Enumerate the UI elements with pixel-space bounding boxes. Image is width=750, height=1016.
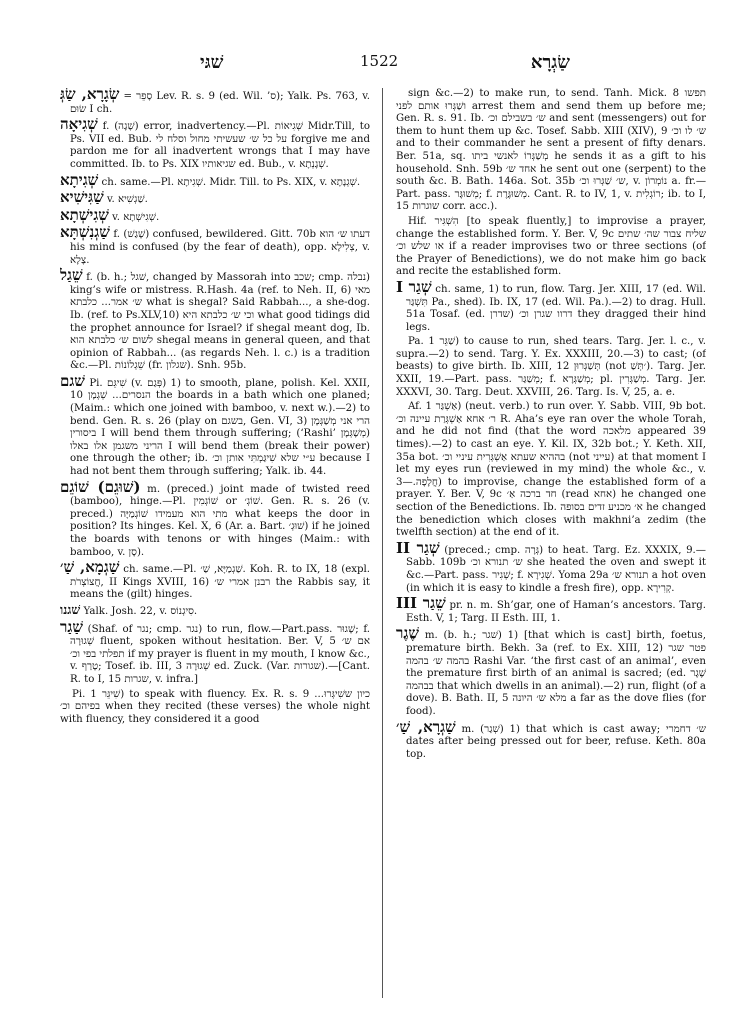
dictionary-entry: [60, 188, 370, 207]
right-column: [396, 88, 706, 998]
entry-text: Yalk. Josh. 22, v. סִיגְנוֹס.: [83, 605, 198, 617]
entry-text: ch. same.—Pl. שְׁגִיתָא. Midr. Till. to Ps. XIX, v. שְׁגְנָתָא.: [101, 176, 361, 188]
dictionary-entry: [60, 115, 370, 171]
dictionary-entry: [396, 717, 706, 762]
entry-text: ch. same.—Pl. שַׁגְמַיָּא, שַׁ׳. Koh. R. to IX, 18 (expl. חֲצוֹצְרֹת, II Kings XVIII, 16) רבנן אמרי ש׳ the Rabbis say, it means the (gilt) hinges.: [70, 564, 370, 601]
dictionary-entry: [60, 601, 370, 619]
dictionary-entry: [60, 371, 370, 479]
header-right-guideword: שַׂגְרָא: [530, 52, 570, 73]
dictionary-entry: [396, 216, 706, 279]
dictionary-entry: [396, 277, 706, 334]
dictionary-entry: [60, 558, 370, 602]
dictionary-entry: [60, 617, 370, 687]
dictionary-entry: [396, 401, 706, 540]
entry-text: ch. same, 1) to run, flow. Targ. Jer. XIII, 17 (ed. Wil. תִּשְׁגַּר Pa., shed). Ib. IX, 17 (ed. Wil. Pa.).—2) to drag. Hull. 51a Tosaf. (ed. שדרן) דרוו שגרן וכ׳ they dragged their hind legs.: [406, 283, 706, 333]
left-column: [60, 88, 370, 998]
entry-headword: שֵׁגַל: [60, 266, 83, 285]
entry-headword: שַׁגַר: [60, 617, 83, 636]
entry-headword: שַׁגְרָא, שַׁ׳: [396, 717, 456, 736]
entry-text: v. שַׁגְשִׁיא.: [106, 194, 148, 206]
entry-text: Pi. שִׁיגֵּר 1) to speak with fluency. Ex. R. s. 9 כיון ששִׁיגְּרוּ... בפיהם וכ׳ when they recited (these verses) the whole night with fluency, they considered it a good: [60, 688, 370, 725]
dictionary-entry: [60, 205, 370, 225]
page-number: 1522: [360, 52, 399, 70]
dictionary-entry: [60, 88, 370, 116]
dictionary-entry: [396, 538, 706, 595]
entry-text: f. (שָׁגַשׁ) confused, bewildered. Gitt. 70b דעתו ש׳ הוא his mind is confused (by the fear of death), opp. צְלִילָא, v. צָלָא.: [70, 229, 370, 266]
dictionary-entry: [60, 170, 370, 190]
header-left-guideword: שׁגּי: [200, 52, 224, 73]
entry-headword: שַׁגִּישִׁיא: [60, 188, 104, 207]
entry-headword: שְׁגִיאָה: [60, 115, 98, 134]
entry-headword: שְׂגָרָא, שַׂגְּ: [60, 88, 120, 103]
entry-text: Pa. שַׁגֵּר 1) to cause to run, shed tears. Targ. Jer. l. c., v. supra.—2) to send. Targ. Y. Ex. XXXIII, 20.—3) to cast; (of beasts) to give birth. Ib. XIII, 12 תְּשַׁגְּרוּן (not ׳תְּשַׁ). Targ. Jer. XXII, 19.—Part. pass. מְשַׁגַּר; f. מְשַׁגְּרָא; pl. מְשַׁגְּרִין. Targ. Jer. XXXVI, 30. Targ. Deut. XXVIII, 26. Targ. Is. V, 25, a. e.: [396, 336, 706, 398]
dictionary-entry: [60, 223, 370, 267]
dictionary-entry: [60, 689, 370, 727]
entry-text: pr. n. m. Sh’gar, one of Haman’s ancestors. Targ. Esth. V, 1; Targ. II Esth. III, 1.: [406, 600, 706, 624]
entry-headword: שְׁגִישְׁתָא: [60, 205, 109, 224]
entry-text: sign &c.—2) to make run, to send. Tanh. Mick. 8 תפשו ושַׁגְּרוּ אותם לפני arrest them and send them up before me; Gen. R. s. 91. Ib. ש׳ בשבילם וכ׳ and sent (messengers) out for them to hunt them up &c. Tosef. Sabb. XIII (XIV), 9 ש׳ לו וכ׳ and to their commander he sent a present of fifty denars. Ber. 51a, sq. מְשַׁגְּרוֹ לאנשי ביתו he sends it as a gift to his household. Snh. 59b אחד ש׳ he sent out one (serpent) to the south &c. B. Bath. 146a. Sot. 35b ש׳ שַׁגְּרוּ וכ׳, v. נוֹמְרוֹן a. fr.—Part. pass. מְשׁוּגָּר; f. מְשׁוּגֶּרֶת. Cant. R. to IV, 1, v. רוֹגְלִית; ib. to I, 15 שוגרות corr. acc.).: [396, 88, 706, 213]
entry-text: v. שְׁגִישְׁתָא.: [112, 211, 160, 223]
entry-text: (preced.; cmp. גְּרָה) to heat. Targ. Ez. XXXIX, 9.—Sabb. 109b ש׳ תנורא וכ׳ she heated the oven and swept it &c.—Part. pass. שְׁגִיר; f. שְׁגִירָא. Yoma 29a תנורא ש׳ a hot oven (in which it is easy to kindle a fresh fire), opp. קְרִירָא.: [406, 544, 706, 594]
dictionary-entry: [60, 477, 370, 560]
entry-text: m. (preced.) joint made of twisted reed (bamboo), hinge.—Pl. שׁוֹגְמִין or שׁוֹגְ׳. Gen. R. s. 26 (v. preced.) מתי הוא מעמידו שׁוֹגְמַיָּה what keeps the door in position? Its hinges. Kel. X, 6 (Ar. a. Bart. שׁוּגְ׳) if he joined the boards with tenons or with hinges (Maim.: with bamboo, v. סָן).: [70, 483, 370, 558]
entry-text: Pi. שִׁיגֵּם (v. פְּגַם) 1) to smooth, plane, polish. Kel. XXII, 10 הנסרים... שְׁגְמָן the boards in a bath which one planed; (Maim.: which one joined with bamboo, v. next w.).—2) to bend. Gen. R. s. 26 (play on בשגם, Gen. VI, 3) הרי אני מְשַׁגְּמָן ביסורין I will bend them through suffering; (‘Rashi’ מְשָׁגְּמָן) הריני משגמן אלו באלו I will bend them (break their power) one through the other; ib. ע״י שלא שִׁיגַּמְתִּי אותן וכ׳ because I had not bent them through suffering; Yalk. ib. 44.: [70, 377, 370, 478]
entry-headword: (שׁוּגֵם) שׁוֹגֵם: [60, 477, 141, 496]
entry-text: = סָפֵר Lev. R. s. 9 (ed. Wil. ’ס); Yalk. Ps. 763, v. שׂוּם I ch.: [70, 91, 370, 115]
entry-headword: שְׁגַר II: [396, 538, 440, 557]
entry-headword: שֵׁגַר III: [396, 594, 446, 613]
entry-text: Hif. הִשְׁגִּיר [to speak fluently,] to improvise a prayer, change the established form. Y. Ber. V, 9c שליח צבור שה׳ שתים או שלש וכ׳ if a reader improvises two or three sections (of the Prayer of Benedictions), we do not make him go back and recite the established form.: [396, 215, 706, 278]
dictionary-entry: [60, 266, 370, 373]
entry-text: (Shaf. of נגר; cmp. נגר) to run, flow.—Part.pass. שָׁגוּר; f. שְׁגוּרָה fluent, spoken without hesitation. Ber. V, 5 אם ש׳ תפלתי בפי וכ׳ if my prayer is fluent in my mouth, I know &c., v. טָרַף; Tosef. ib. III, 3 שְׁגוּרָה ed. Zuck. (Var. שגורות).—[Cant. R. to I, 15 שגרות, v. infra.]: [70, 623, 370, 685]
entry-headword: שַׁגְמָא, שַׁ׳: [60, 558, 120, 577]
dictionary-entry: [396, 88, 706, 214]
page-header: [60, 52, 690, 76]
entry-text: m. (שְׁגַר) 1) that which is cast away; ש׳ דחמרי dates after being pressed out for beer, refuse. Keth. 80a top.: [406, 723, 706, 760]
dictionary-entry: [396, 624, 706, 718]
dictionary-entry: [396, 594, 706, 625]
entry-headword: שׁגנו: [60, 601, 81, 617]
entry-headword: שְׁגִיתָא: [60, 170, 99, 189]
dictionary-entry: [396, 336, 706, 399]
entry-text: f. (שָׁגָה) error, inadvertency.—Pl. שְׁגִיאוֹת Midr.Till, to Ps. VII ed. Bub. על כל ש׳ שעשיתי מחול וסלח לי forgive me and pardon me for all inadvertent wrongs that I may have committed. Ib. to Ps. XIX שגיאותיו ed. Bub., v. שְׁגָנְתָא.: [70, 121, 370, 170]
entry-headword: שַׁגְנִשְׁתָּא: [60, 223, 110, 242]
entry-text: m. (b. h.; שׁגר) 1) [that which is cast] birth, foetus, premature birth. Bekh. 3a (ref. to Ex. XIII, 12) פטר שגר בהמה ש׳ בהמה Rashi Var. ‘the first cast of an animal’, even the premature first birth of an animal is sacred; (ed. שֶׁגֶר בבהמה that which dwells in an animal).—2) run, flight (of a dove). B. Bath. II, 5 מלא ש׳ היונה a far as the dove flies (for food).: [406, 630, 706, 717]
dictionary-columns: [60, 88, 710, 998]
column-divider: [382, 88, 383, 998]
entry-text: Af. אַשְׁגַּר 1) (neut. verb.) to run over. Y. Sabb. VIII, 9b bot. ר׳ אחא אַשְׁגְּרַת עיינה וכ׳ R. Aha’s eye ran over the whole Torah, and he did not find (that the word מלאכה appeared 39 times).—2) to cast an eye. Y. Kil. IX, 32b bot.; Y. Keth. XII, 35a bot. בההיא שעתא אַשְׁגְּרִית עיניי וכ׳ (not עייני) at that moment I let my eyes run (reviewed in my mind) the whole &c., v. חֲלָפָה.—3) to improvise, change the established form of a prayer. Y. Ber. V, 9c חד ברכה אַ׳ (read אחא) he changed one section of the Benedictions. Ib. א׳ מכניע זדים בסופה he changed the benediction which closes with makhni’a zedim (the twelfth section) at the end of it.: [396, 401, 706, 539]
entry-headword: שֶׁגֶר: [396, 624, 419, 643]
entry-headword: שְׁגַר I: [396, 277, 432, 296]
entry-headword: שׁגם: [60, 371, 85, 390]
entry-text: f. (b. h.; שׁגל, changed by Massorah into שכב; cmp. נבלה) king’s wife or mistress. R.Hash. 4a (ref. to Neh. II, 6) מאי ש׳ אמר... כלבתא what is shegal? Said Rabbah..., a she-dog. Ib. (ref. to Ps.XLV,10) וכי ש׳ כלבתא היא what good tidings did the prophet announce for Israel? if shegal meant dog, Ib. לשום ש׳ כלבתא הוא shegal means in general queen, and that opinion of Rabbah... (as regards Neh. l. c.) is a tradition &c.—Pl. שֵׁגְלוֹנוֹת (fr. שגלון). Snh. 95b.: [70, 272, 370, 372]
